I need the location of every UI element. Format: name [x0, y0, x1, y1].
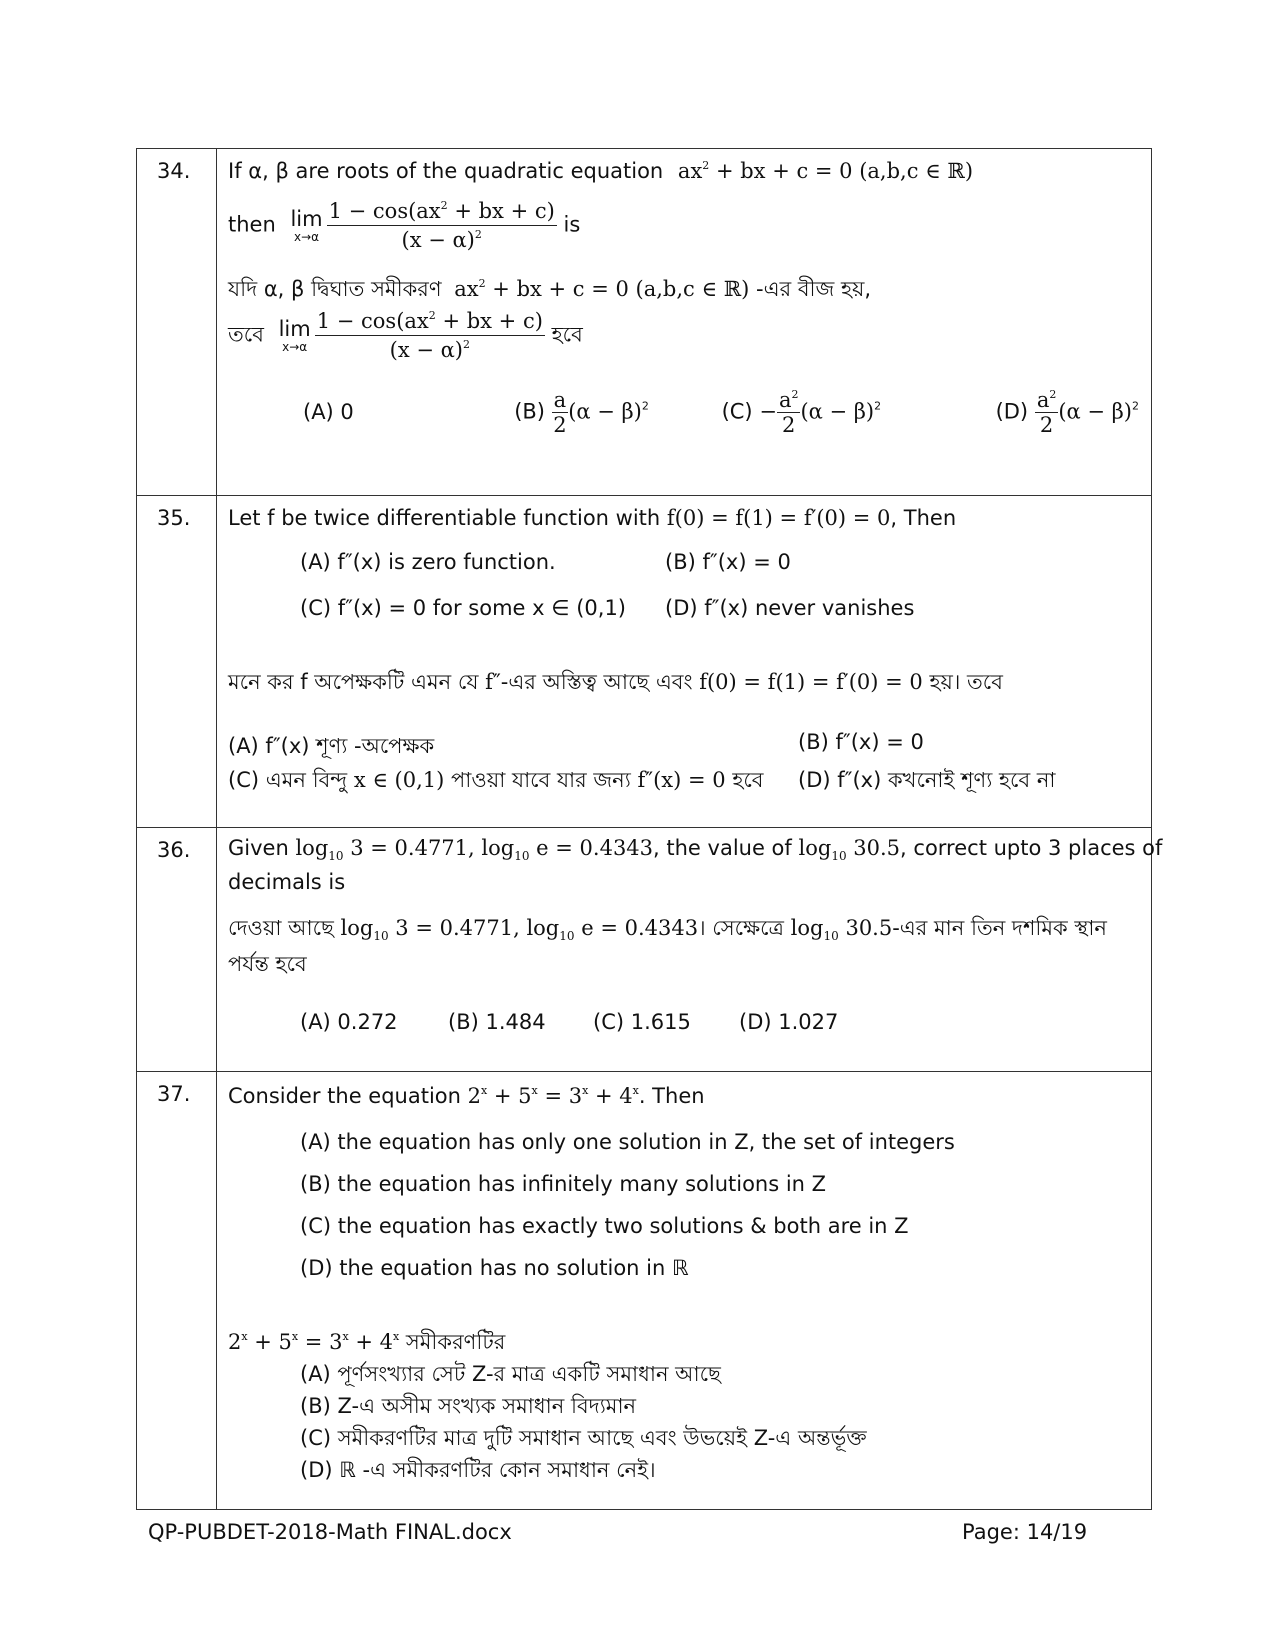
q36-bengali-line-1: দেওয়া আছে $\log_{10} 3 = 0.4771$, $\log_{10} e$ = 0.4343। সেক্ষেত্রে $\log_{10}$ 30.5-এর মান তিন দশমিক স্থান	[228, 916, 1107, 943]
q34-option-b: (B) $\frac{a}{2}$ $(\alpha - \beta)^2$	[514, 387, 649, 437]
q37-option-b: (B) the equation has infinitely many solutions in Z	[300, 1172, 827, 1196]
question-body	[217, 1072, 1152, 1510]
q34-lim: lim x→α	[290, 206, 323, 244]
q34-option-d: (D) $\frac{a^2}{2}$ $(\alpha - \beta)^2$	[995, 387, 1139, 437]
question-number-label: 34.	[157, 159, 191, 183]
q37-bn-option-d: (D) ℝ -এ সমীকরণটির কোন সমাধান নেই।	[300, 1458, 656, 1482]
q35-bn-option-b: (B) f″(x) = 0	[798, 730, 924, 754]
q35-bn-option-a: (A) f″(x) শূণ্য -অপেক্ষক	[228, 734, 435, 758]
question-number-label: 36.	[157, 838, 191, 862]
q35-option-a: (A) f″(x) is zero function.	[300, 550, 556, 574]
q35-bengali-statement: মনে কর f অপেক্ষকটি এমন যে f″-এর অস্তিত্ব আছে এবং f(0) = f(1) = f′(0) = 0 হয়। তবে	[228, 670, 1003, 694]
question-body	[217, 828, 1163, 1072]
q34-bengali-statement: যদি α, β দ্বিঘাত সমীকরণ $ax^2$ + bx + c = 0 (a,b,c ∈ ℝ) -এর বীজ হয়,	[228, 277, 872, 301]
q35-option-c: (C) f″(x) = 0 for some x ∈ (0,1)	[300, 596, 627, 620]
footer-filename: QP-PUBDET-2018-Math FINAL.docx	[148, 1520, 512, 1544]
q37-english-statement: Consider the equation $2^x + 5^x = 3^x + 4^x$. Then	[228, 1084, 705, 1108]
q34-bn-text: যদি α, β দ্বিঘাত সমীকরণ	[228, 277, 442, 301]
question-body	[217, 496, 1152, 828]
q35-bn-option-d: (D) f″(x) কখনোই শূণ্য হবে না	[798, 768, 1056, 792]
questions-table	[136, 148, 1163, 1510]
q34-english-limit	[228, 197, 1139, 263]
question-number	[137, 1072, 217, 1510]
question-row-34	[137, 149, 1152, 496]
q37-option-c: (C) the equation has exactly two solutions & both are in Z	[300, 1214, 909, 1238]
question-body	[217, 149, 1152, 496]
question-number-label: 37.	[157, 1082, 191, 1106]
q37-bn-option-b: (B) Z-এ অসীম সংখ্যক সমাধান বিদ্যমান	[300, 1394, 637, 1418]
q36-english-line-2: decimals is	[228, 870, 346, 894]
question-number	[137, 828, 217, 1072]
q35-bn-options-row-2	[228, 764, 1139, 798]
q35-english-statement: Let f be twice differentiable function with f(0) = f(1) = f′(0) = 0, Then	[228, 506, 957, 530]
question-row-35	[137, 496, 1152, 828]
footer-page-number: Page: 14/19	[962, 1520, 1088, 1544]
q34-bn-suffix: -এর বীজ হয়,	[756, 277, 872, 301]
q35-options-row-1	[228, 550, 1139, 586]
q34-bn-is: হবে	[551, 322, 583, 347]
q34-then: then	[228, 212, 276, 237]
q34-en-text: If α, β are roots of the quadratic equation	[228, 159, 664, 183]
q35-options-row-2	[228, 596, 1139, 632]
q36-option-d: (D) 1.027	[739, 1010, 839, 1034]
q37-option-a: (A) the equation has only one solution in Z, the set of integers	[300, 1130, 955, 1154]
question-number-label: 35.	[157, 506, 191, 530]
question-number	[137, 496, 217, 828]
q36-option-b: (B) 1.484	[448, 1010, 546, 1034]
q34-fraction: $\frac{1 - \cos(ax^2 + bx + c)}{(x - \alpha)^2}$	[328, 199, 555, 252]
q37-option-d: (D) the equation has no solution in ℝ	[300, 1256, 689, 1280]
q34-option-a: (A) 0	[303, 400, 354, 424]
q36-option-a: (A) 0.272	[300, 1010, 398, 1034]
q34-equation: $ax^2$ + bx + c = 0 (a,b,c ∈ ℝ)	[677, 159, 974, 183]
q36-english-line-1: Given $\log_{10} 3 = 0.4771$, $\log_{10} e = 0.4343$, the value of $\log_{10} 30.5$, correct upto 3 places of	[228, 836, 1163, 863]
q37-bn-option-c: (C) সমীকরণটির মাত্র দুটি সমাধান আছে এবং উভয়েই Z-এ অন্তর্ভূক্ত	[300, 1426, 867, 1450]
q35-option-b: (B) f″(x) = 0	[665, 550, 791, 574]
q34-options	[228, 379, 1139, 445]
q35-bn-option-c: (C) এমন বিন্দু x ∈ (0,1) পাওয়া যাবে যার জন্য f″(x) = 0 হবে	[228, 768, 764, 792]
q36-option-c: (C) 1.615	[593, 1010, 691, 1034]
q34-english-statement	[228, 159, 1139, 191]
q37-bn-option-a: (A) পূর্ণসংখ্যার সেট Z-র মাত্র একটি সমাধান আছে	[300, 1362, 721, 1386]
q36-bengali-line-2: পর্যন্ত হবে	[228, 952, 307, 976]
q34-bengali-limit: তবে lim x→α $\frac{1 - \cos(ax^2 + bx + c)}{(x - \alpha)^2}$ হবে	[228, 309, 583, 362]
q35-bn-options-row-1	[228, 730, 1139, 764]
q34-option-c: (C) − $\frac{a^2}{2}$ $(\alpha - \beta)^2$	[721, 387, 882, 437]
q35-option-d: (D) f″(x) never vanishes	[665, 596, 915, 620]
question-number	[137, 149, 217, 496]
q37-bengali-statement: $2^x + 5^x = 3^x + 4^x$ সমীকরণটির	[228, 1330, 506, 1354]
question-row-36	[137, 828, 1152, 1072]
question-row-37	[137, 1072, 1152, 1510]
q34-is: is	[563, 212, 581, 237]
q36-options	[228, 1010, 1139, 1034]
q34-bn-then: তবে	[228, 322, 264, 347]
